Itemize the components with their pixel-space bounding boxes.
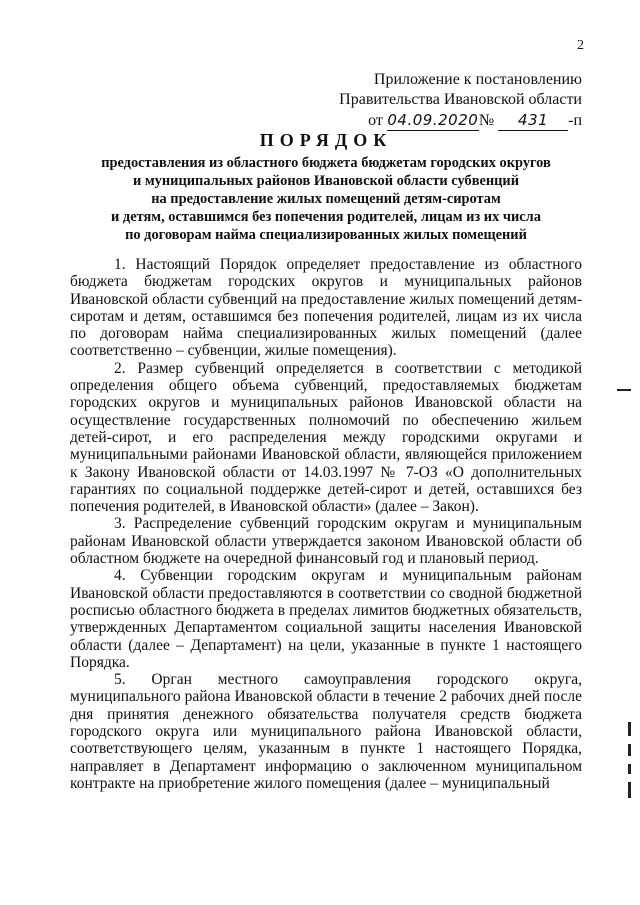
subtitle-line: и детям, оставшимся без попечения родителей, лицам из их числа	[111, 209, 541, 225]
subtitle-line: на предоставление жилых помещений детям-сиротам	[151, 191, 501, 207]
paragraph-2: 2. Размер субвенций определяется в соответствии с методикой определения общего объема субвенций, предоставляемых бюджетам городских округов и муниципальных районов Ивановской области на осуществление государственных полномочий по обеспечению жильем детей-сирот, и его распределения между городскими округами и муниципальными районами Ивановской области, являющейся приложением к Закону Ивановской области от 14.03.1997 № 7-ОЗ «О дополнительных гарантиях по социальной поддержке детей-сирот и детей, оставшихся без попечения родителей, в Ивановской области» (далее – Закон).	[70, 359, 582, 516]
margin-tick	[628, 722, 631, 736]
paragraph-5: 5. Орган местного самоуправления городского округа, муниципального района Ивановской области в течение 2 рабочих дней после дня принятия денежного обязательства получателя средств бюджета городского округа или муниципального района Ивановской области, соответствующего целям, указанным в пункте 1 настоящего Порядка, направляет в Департамент информацию о заключенном муниципальном контракте на приобретение жилого помещения (далее – муниципальный	[70, 671, 582, 792]
margin-tick	[628, 782, 631, 798]
paragraph-4: 4. Субвенции городским округам и муниципальным районам Ивановской области предоставляются в соответствии со сводной бюджетной росписью областного бюджета в пределах лимитов бюджетных обязательств, утвержденных Департаментом социальной защиты населения Ивановской области (далее – Департамент) на цели, указанные в пункте 1 настоящего Порядка.	[70, 567, 582, 671]
subtitle-line: предоставления из областного бюджета бюджетам городских округов	[101, 155, 551, 171]
appendix-line-2: Правительства Ивановской области	[339, 91, 582, 108]
appendix-suffix: -п	[568, 112, 582, 129]
subtitle-line: по договорам найма специализированных жилых помещений	[125, 227, 527, 243]
document-subtitle	[70, 154, 582, 244]
document-title: ПОРЯДОК	[259, 130, 393, 150]
margin-tick	[628, 744, 631, 756]
margin-dash-mark	[617, 389, 631, 391]
appendix-header	[282, 70, 582, 131]
paragraph-3: 3. Распределение субвенций городским округам и муниципальным районам Ивановской области утверждается законом Ивановской области об областном бюджете на очередной финансовый год и плановый период.	[70, 515, 582, 568]
appendix-line-3	[282, 110, 582, 131]
appendix-prefix: от	[368, 112, 383, 129]
margin-tick-marks	[628, 722, 632, 802]
margin-tick	[628, 764, 631, 774]
appendix-line-1: Приложение к постановлению	[373, 71, 582, 88]
page-number: 2	[577, 38, 584, 53]
appendix-number: 431	[498, 110, 568, 131]
subtitle-line: и муниципальных районов Ивановской области субвенций	[132, 173, 520, 189]
document-body	[70, 256, 582, 792]
appendix-num-sign: №	[478, 112, 495, 129]
appendix-date: 04.09.2020	[387, 111, 479, 129]
paragraph-1: 1. Настоящий Порядок определяет предоставление из областного бюджета бюджетам городских округов и муниципальных районов Ивановской области субвенций на предоставление жилых помещений детям-сиротам и детям, оставшимся без попечения родителей, лицам из их числа по договорам найма специализированных жилых помещений (далее соответственно – субвенции, жилые помещения).	[70, 256, 582, 360]
